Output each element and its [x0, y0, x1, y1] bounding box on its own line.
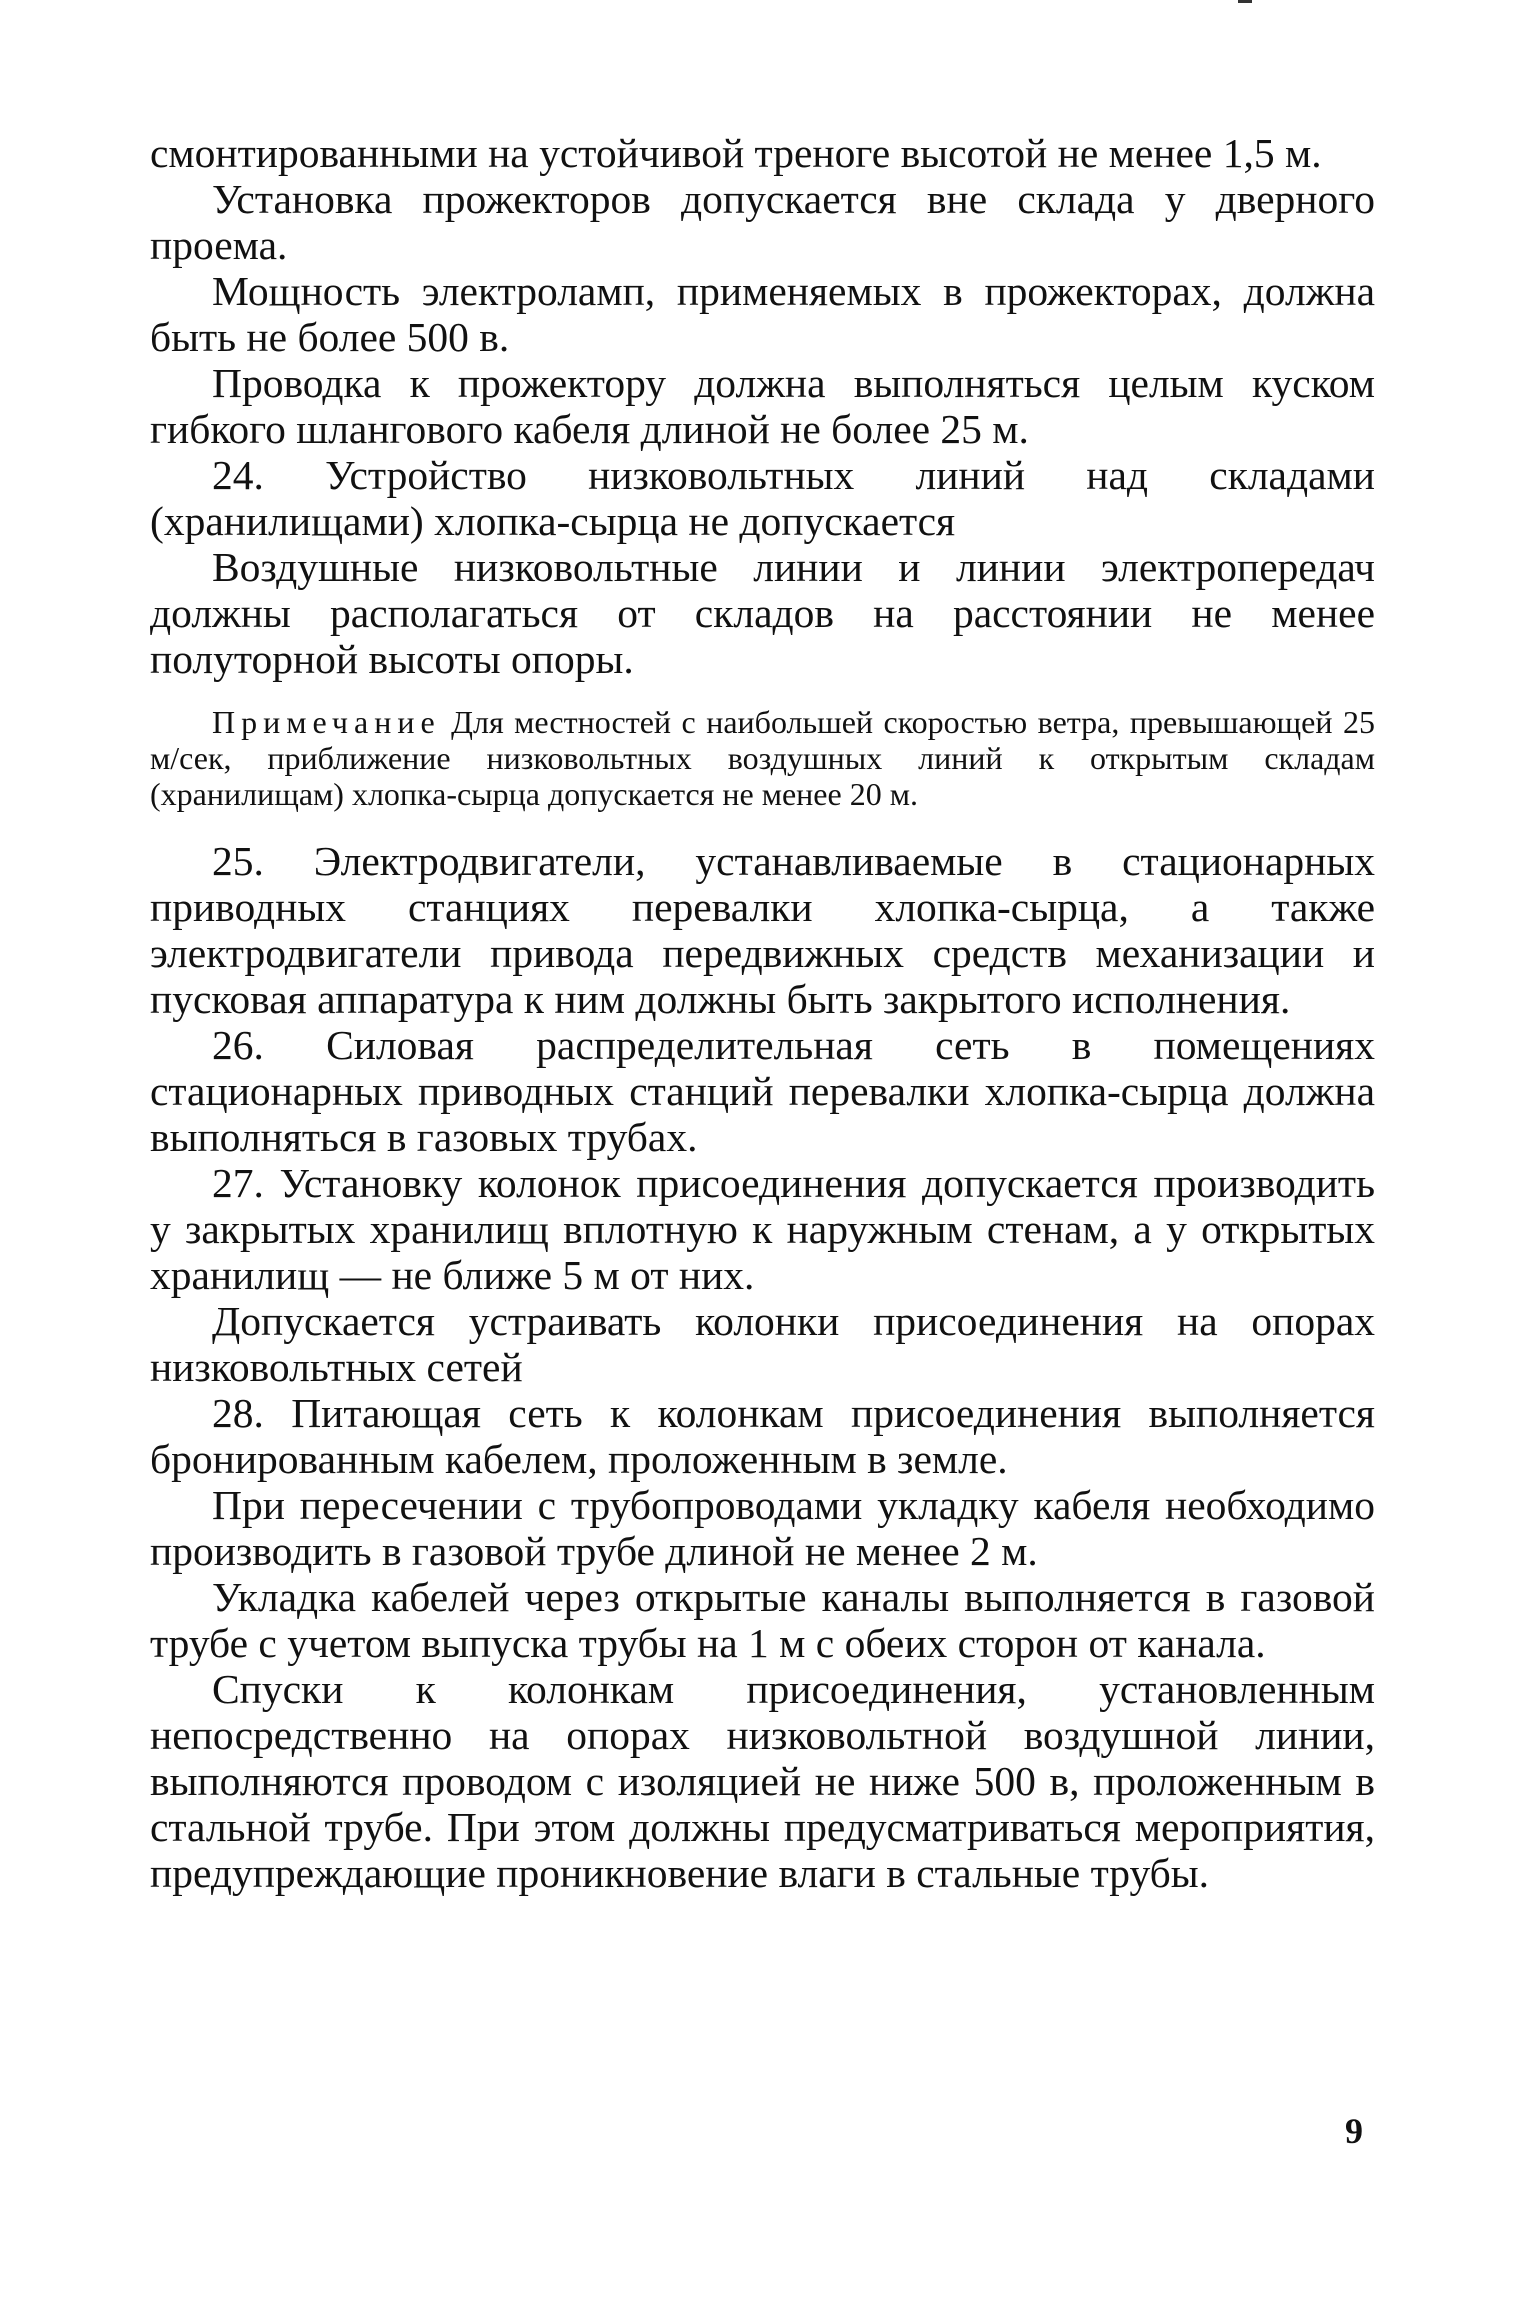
paragraph: Воздушные низковольтные линии и линии электропередач должны располагаться от складов на расстоянии не менее полуторной высоты опоры. — [150, 544, 1375, 682]
paragraph-item-27: 27. Установку колонок присоединения допускается производить у закрытых хранилищ вплотную к наружным стенам, а у открытых хранилищ — не ближе 5 м от них. — [150, 1160, 1375, 1298]
note-label: Примечание — [212, 704, 441, 740]
scan-mark — [1238, 0, 1252, 3]
paragraph: Укладка кабелей через открытые каналы выполняется в газовой трубе с учетом выпуска трубы на 1 м с обеих сторон от канала. — [150, 1574, 1375, 1666]
page-number: 9 — [1345, 2111, 1363, 2151]
paragraph: Мощность электроламп, применяемых в прожекторах, должна быть не более 500 в. — [150, 268, 1375, 360]
paragraph: Спуски к колонкам присоединения, установленным непосредственно на опорах низковольтной воздушной линии, выполняются проводом с изоляцией не ниже 500 в, проложенным в стальной трубе. При этом должны предусматриваться мероприятия, предупреждающие проникновение влаги в стальные трубы. — [150, 1666, 1375, 1896]
paragraph-item-26: 26. Силовая распределительная сеть в помещениях стационарных приводных станций перевалки хлопка-сырца должна выполняться в газовых трубах. — [150, 1022, 1375, 1160]
note-text: Для местностей с наибольшей скоростью ветра, превышающей 25 м/сек, приближение низковольтных воздушных линий к открытым складам (хранилищам) хлопка-сырца допускается не менее 20 м. — [150, 704, 1376, 812]
paragraph: смонтированными на устойчивой треноге высотой не менее 1,5 м. — [150, 130, 1322, 176]
paragraph: При пересечении с трубопроводами укладку кабеля необходимо производить в газовой трубе длиной не менее 2 м. — [150, 1482, 1375, 1574]
body-text — [150, 130, 1375, 1896]
paragraph: Допускается устраивать колонки присоединения на опорах низковольтных сетей — [150, 1298, 1375, 1390]
paragraph-item-24: 24. Устройство низковольтных линий над складами (хранилищами) хлопка-сырца не допускается — [150, 452, 1375, 544]
paragraph: Установка прожекторов допускается вне склада у дверного проема. — [150, 176, 1375, 268]
note — [150, 704, 1375, 812]
paragraph-item-25: 25. Электродвигатели, устанавливаемые в стационарных приводных станциях перевалки хлопка-сырца, а также электродвигатели привода передвижных средств механизации и пусковая аппаратура к ним должны быть закрытого исполнения. — [150, 838, 1375, 1022]
paragraph: Проводка к прожектору должна выполняться целым куском гибкого шлангового кабеля длиной не более 25 м. — [150, 360, 1375, 452]
paragraph-item-28: 28. Питающая сеть к колонкам присоединения выполняется бронированным кабелем, проложенным в земле. — [150, 1390, 1375, 1482]
